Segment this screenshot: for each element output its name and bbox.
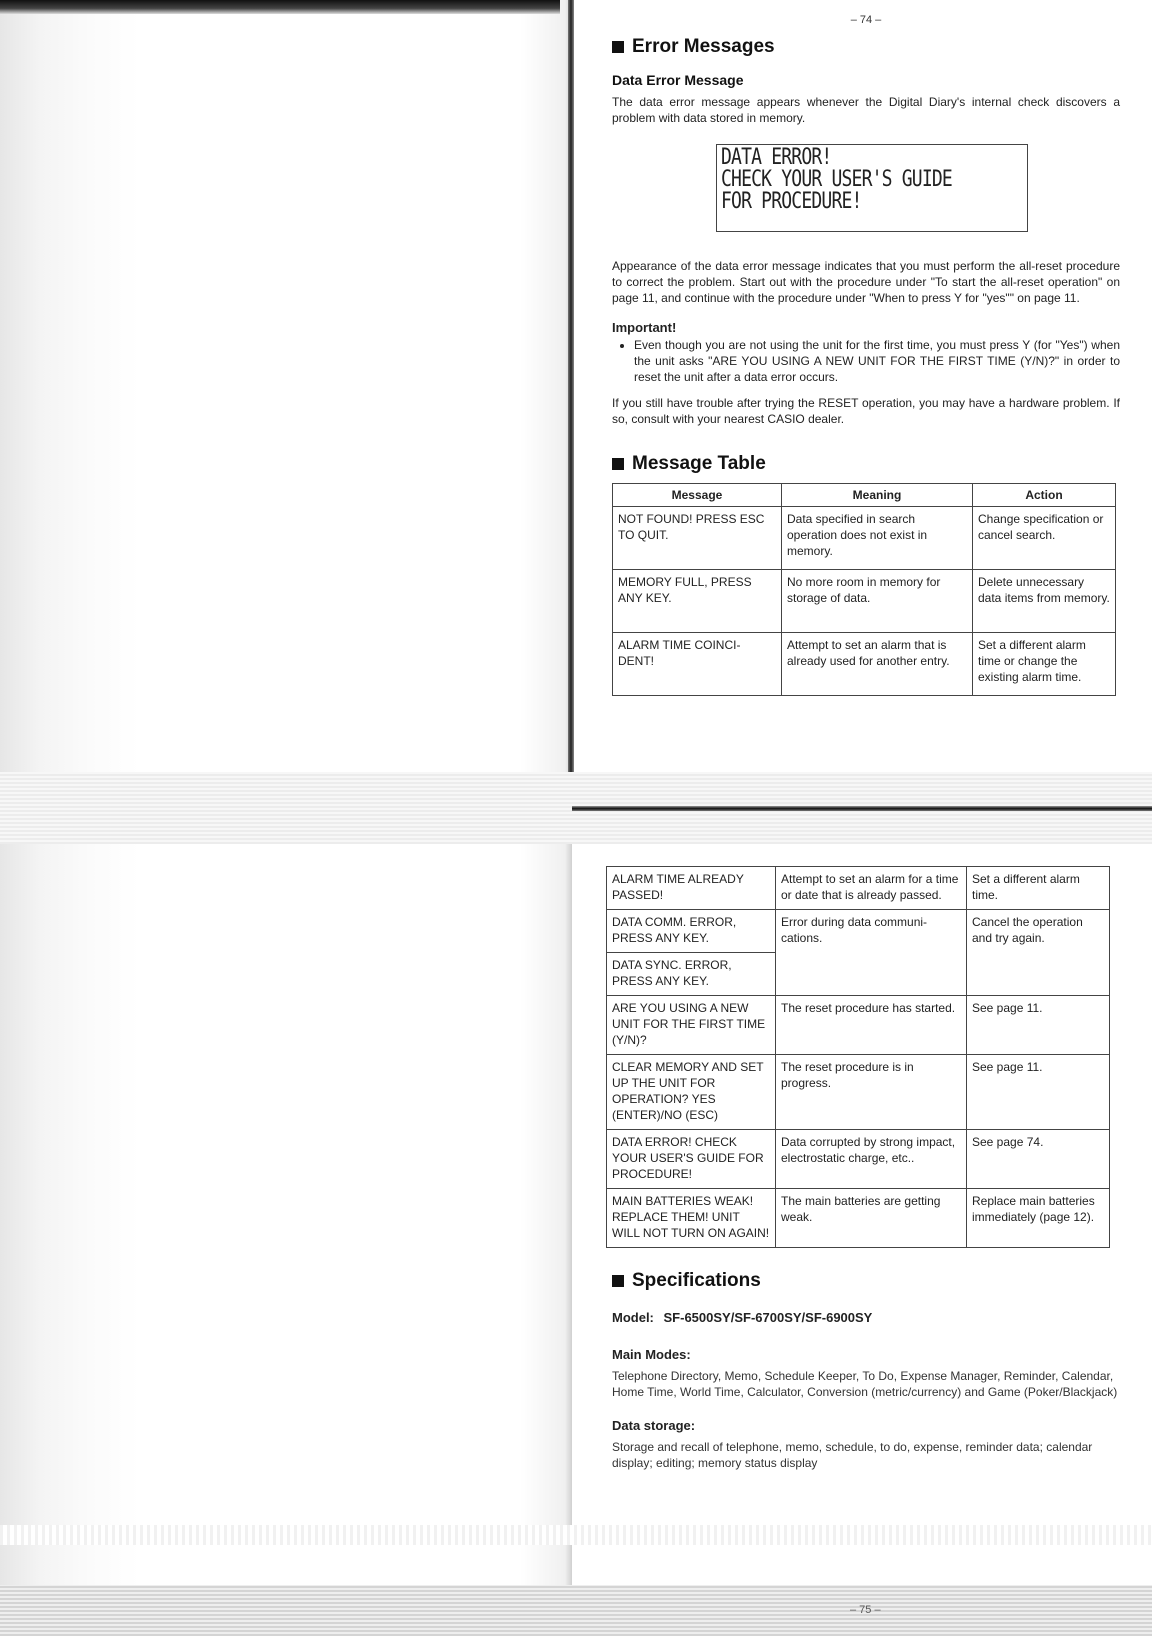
important-label: Important! [612,320,677,335]
header-action: Action [973,484,1116,507]
header-meaning: Meaning [782,484,973,507]
meaning-cell: Data corrupted by strong impact, electrostatic charge, etc.. [776,1130,967,1189]
lcd-line: DATA ERROR! [721,145,832,170]
appearance-paragraph: Appearance of the data error message indicates that you must perform the all-reset procedure to correct the problem. Start out with the procedure under "To start the all-reset operation" on page 11, and continue with the procedure under "When to press Y for "yes"" on page 11. [612,259,1120,305]
meaning-cell: Attempt to set an alarm for a time or date that is already passed. [776,867,967,910]
header-message: Message [613,484,782,507]
bullet-square-icon [612,1275,624,1287]
action-cell: Change specification or cancel search. [973,507,1116,570]
table-row [613,507,1116,570]
action-cell: Replace main batteries immediately (page 12). [967,1189,1110,1248]
table-row [607,1130,1110,1189]
important-list [612,337,1120,385]
trouble-paragraph: If you still have trouble after trying the RESET operation, you may have a hardware problem. If so, consult with your nearest CASIO dealer. [612,396,1120,426]
bullet-square-icon [612,458,624,470]
message-cell: ALARM TIME ALREADY PASSED! [607,867,776,910]
data-error-subheading: Data Error Message [612,72,744,88]
data-storage-text: Storage and recall of telephone, memo, schedule, to do, expense, reminder data; calendar display; editing; memory status display [612,1440,1093,1470]
table-row [613,633,1116,696]
error-messages-heading: Error Messages [612,36,1120,58]
message-cell: DATA ERROR! CHECK YOUR USER'S GUIDE FOR PROCEDURE! [607,1130,776,1189]
data-storage-label: Data storage: [612,1418,696,1433]
message-cell: MEMORY FULL, PRESS ANY KEY. [613,570,782,633]
table-row [607,1055,1110,1130]
action-cell: Set a different alarm time. [967,867,1110,910]
table-row [607,867,1110,910]
page-number: – 74 – [850,14,882,26]
action-cell: See page 74. [967,1130,1110,1189]
main-modes-text: Telephone Directory, Memo, Schedule Keeper, To Do, Expense Manager, Reminder, Calendar, Home Time, World Time, Calculator, Conversion (metric/currency) and Game (Poker/Blackjack) [612,1369,1118,1399]
specifications-heading: Specifications [612,1270,1120,1292]
model-value: SF-6500SY/SF-6700SY/SF-6900SY [663,1310,873,1325]
meaning-cell: Data specified in search operation does not exist in memory. [782,507,973,570]
meaning-cell: Error during data communi-cations. [776,910,967,996]
message-table-continued [606,866,1110,1248]
scan-noise [0,1525,1152,1545]
message-cell: MAIN BATTERIES WEAK! REPLACE THEM! UNIT WILL NOT TURN ON AGAIN! [607,1189,776,1248]
book-spine [568,0,574,812]
message-cell: NOT FOUND! PRESS ESC TO QUIT. [613,507,782,570]
table-row [613,570,1116,633]
action-cell: Set a different alarm time or change the existing alarm time. [973,633,1116,696]
action-cell: See page 11. [967,996,1110,1055]
bullet-square-icon [612,41,624,53]
lcd-line: CHECK YOUR USER'S GUIDE [721,167,952,192]
action-cell: Delete unnecessary data items from memory. [973,570,1116,633]
message-table [612,483,1116,696]
model-line [612,1310,1120,1325]
message-cell: DATA SYNC. ERROR, PRESS ANY KEY. [607,953,776,996]
meaning-cell: The reset procedure has started. [776,996,967,1055]
message-cell: DATA COMM. ERROR, PRESS ANY KEY. [607,910,776,953]
lcd-display [716,144,1028,232]
message-cell: ALARM TIME COINCI-DENT! [613,633,782,696]
meaning-cell: The reset procedure is in progress. [776,1055,967,1130]
scan-bottom-edge [0,1585,1152,1636]
action-cell: See page 11. [967,1055,1110,1130]
model-label: Model: [612,1310,654,1325]
page-75 [612,866,1120,1489]
page-fold-line [572,806,1152,811]
main-modes-label: Main Modes: [612,1347,691,1362]
table-row [607,1189,1110,1248]
table-row [607,996,1110,1055]
meaning-cell: No more room in memory for storage of data. [782,570,973,633]
meaning-cell: Attempt to set an alarm that is already used for another entry. [782,633,973,696]
important-bullet: • Even though you are not using the unit for the first time, you must press Y (for "Yes") when the unit asks "ARE YOU USING A NEW UNIT FOR THE FIRST TIME (Y/N)?" in order to reset the unit after a data error occurs. [634,337,1120,385]
page-number-bottom: – 75 – [850,1604,881,1616]
message-table-heading: Message Table [612,453,1120,475]
page-74 [612,14,1120,696]
table-row [607,910,1110,953]
action-cell: Cancel the operation and try again. [967,910,1110,996]
lcd-line: FOR PROCEDURE! [721,189,862,214]
table-header-row [613,484,1116,507]
message-cell: ARE YOU USING A NEW UNIT FOR THE FIRST TIME (Y/N)? [607,996,776,1055]
scan-edge [0,0,560,14]
message-cell: CLEAR MEMORY AND SET UP THE UNIT FOR OPERATION? YES (ENTER)/NO (ESC) [607,1055,776,1130]
intro-paragraph: The data error message appears whenever the Digital Diary's internal check discovers a problem with data stored in memory. [612,95,1120,125]
meaning-cell: The main batteries are getting weak. [776,1189,967,1248]
